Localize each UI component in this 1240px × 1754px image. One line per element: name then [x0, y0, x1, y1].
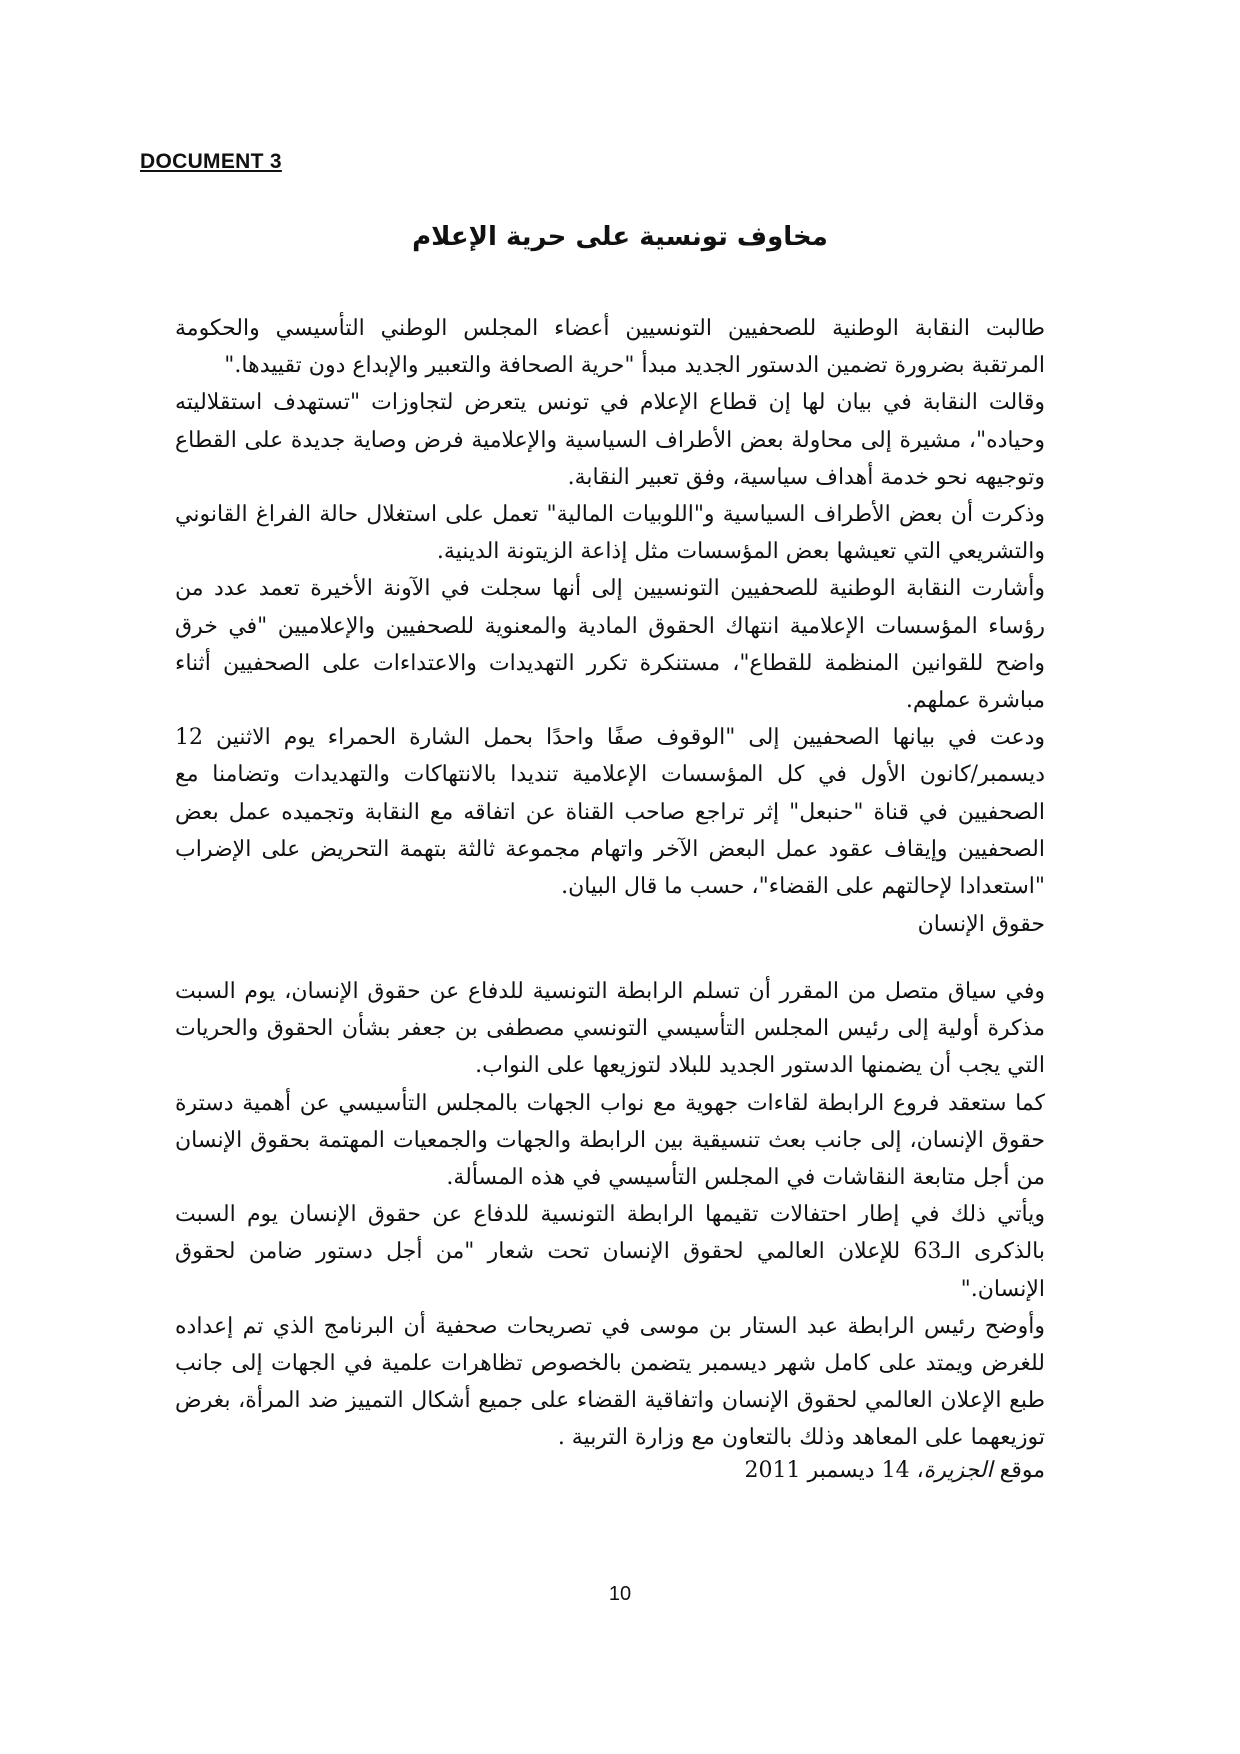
paragraph: وقالت النقابة في بيان لها إن قطاع الإعلام في تونس يتعرض لتجاوزات "تستهدف استقلاليته وحياده"، مشيرة إلى محاولة بعض الأطراف السياسية والإعلامية فرض وصاية جديدة على القطاع وتوجيهه نحو خدمة أهداف سياسية، وفق تعبير النقابة.: [175, 390, 1045, 490]
paragraph: طالبت النقابة الوطنية للصحفيين التونسيين أعضاء المجلس الوطني التأسيسي والحكومة المرتقبة بضرورة تضمين الدستور الجديد مبدأ "حرية الصحافة والتعبير والإبداع دون تقييدها.": [175, 316, 1045, 379]
article-section-human-rights: [175, 973, 1045, 1457]
paragraph: وذكرت أن بعض الأطراف السياسية و"اللوبيات المالية" تعمل على استغلال حالة الفراغ القانوني والتشريعي التي تعيشها بعض المؤسسات مثل إذاعة الزيتونة الدينية.: [175, 502, 1045, 565]
page-number: 10: [608, 1583, 632, 1605]
source-site: الجزيرة: [923, 1458, 993, 1483]
paragraph: وأوضح رئيس الرابطة عبد الستار بن موسى في تصريحات صحفية أن البرنامج الذي تم إعداده للغرض ويمتد على كامل شهر ديسمبر يتضمن بالخصوص تظاهرات علمية في الجهات إلى جانب طبع الإعلان العالمي لحقوق الإنسان واتفاقية القضاء على جميع أشكال التمييز ضد المرأة، بغرض توزيعهما على المعاهد وذلك بالتعاون مع وزارة التربية .: [175, 1313, 1045, 1451]
paragraph: ودعت في بيانها الصحفيين إلى "الوقوف صفًا واحدًا بحمل الشارة الحمراء يوم الاثنين 12 ديسمبر/كانون الأول في كل المؤسسات الإعلامية تنديدا بالانتهاكات والتهديدات وتضامنا مع الصحفيين في قناة "حنبعل" إثر تراجع صاحب القناة عن اتفاقه مع النقابة وتجميده عمل بعض الصحفيين وإيقاف عقود عمل البعض الآخر واتهام مجموعة ثالثة بتهمة التحريض على الإضراب "استعدادا لإحالتهم على القضاء"، حسب ما قال البيان.: [175, 725, 1045, 900]
paragraph: وفي سياق متصل من المقرر أن تسلم الرابطة التونسية للدفاع عن حقوق الإنسان، يوم السبت مذكرة أولية إلى رئيس المجلس التأسيسي التونسي مصطفى بن جعفر بشأن الحقوق والحريات التي يجب أن يضمنها الدستور الجديد للبلاد لتوزيعها على النواب.: [175, 979, 1045, 1079]
section-subheading: حقوق الإنسان: [917, 912, 1045, 937]
source-citation: [175, 1458, 1045, 1483]
source-prefix: موقع: [992, 1458, 1045, 1483]
paragraph: كما ستعقد فروع الرابطة لقاءات جهوية مع نواب الجهات بالمجلس التأسيسي عن أهمية دسترة حقوق الإنسان، إلى جانب بعث تنسيقية بين الرابطة والجهات والجمعيات المهتمة بحقوق الإنسان من أجل متابعة النقاشات في المجلس التأسيسي في هذه المسألة.: [175, 1090, 1045, 1191]
source-date: ، 14 ديسمبر 2011: [744, 1458, 924, 1483]
article-title: مخاوف تونسية على حرية الإعلام: [412, 222, 828, 252]
paragraph: ويأتي ذلك في إطار احتفالات تقيمها الرابطة التونسية للدفاع عن حقوق الإنسان يوم السبت بالذكرى الـ63 للإعلان العالمي لحقوق الإنسان تحت شعار "من أجل دستور ضامن لحقوق الإنسان.": [175, 1202, 1045, 1302]
document-label: DOCUMENT 3: [140, 150, 282, 173]
article-section-media: [175, 310, 1045, 905]
paragraph: وأشارت النقابة الوطنية للصحفيين التونسيين إلى أنها سجلت في الآونة الأخيرة تعمد عدد من رؤساء المؤسسات الإعلامية انتهاك الحقوق المادية والمعنوية للصحفيين والإعلاميين "في خرق واضح للقوانين المنظمة للقطاع"، مستنكرة تكرر التهديدات والاعتداءات على الصحفيين أثناء مباشرة عملهم.: [175, 576, 1045, 714]
